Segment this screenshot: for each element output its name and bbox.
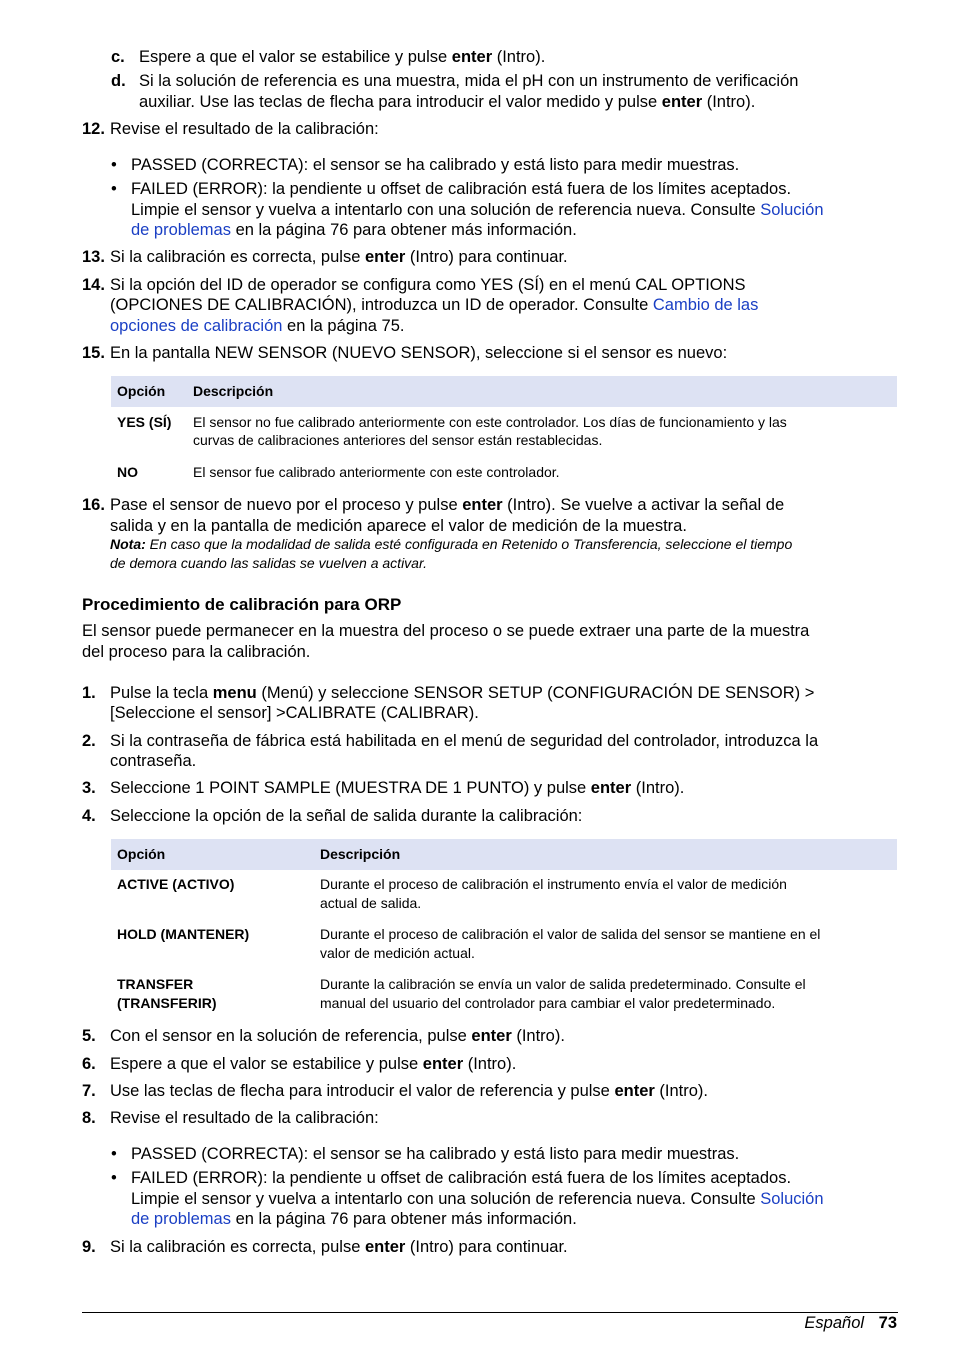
step-number: 5. bbox=[82, 1027, 96, 1045]
orp-step-1-line2: [Seleccione el sensor] >CALIBRATE (CALIBRAR). bbox=[110, 704, 479, 722]
link-troubleshooting-cont[interactable]: de problemas bbox=[131, 1210, 231, 1228]
step-number: 4. bbox=[82, 807, 96, 825]
intro-line2: del proceso para la calibración. bbox=[82, 643, 311, 661]
footer-divider bbox=[82, 1312, 898, 1313]
link-cal-options-cont[interactable]: opciones de calibración bbox=[110, 317, 283, 335]
bullet-failed-line3 bbox=[131, 220, 577, 241]
text: (Intro) para continuar. bbox=[405, 1238, 568, 1256]
enter-key: enter bbox=[590, 779, 632, 797]
text: en la página 76 para obtener más información. bbox=[230, 1210, 577, 1228]
step-letter: c. bbox=[111, 48, 125, 66]
text: (Intro). bbox=[654, 1082, 708, 1100]
text: Espere a que el valor se estabilice y pulse bbox=[110, 1055, 423, 1073]
text: en la página 75. bbox=[282, 317, 405, 335]
orp-step-9-text bbox=[110, 1237, 568, 1258]
column-header-description: Descripción bbox=[193, 383, 274, 399]
step-number: 12. bbox=[82, 120, 105, 138]
column-header-option: Opción bbox=[117, 383, 166, 399]
bullet: • bbox=[111, 1145, 117, 1163]
step-number: 1. bbox=[82, 684, 96, 702]
table-cell-description: curvas de calibraciones anteriores del sensor están restablecidas. bbox=[193, 432, 603, 448]
step-d-line2 bbox=[139, 92, 755, 113]
table-cell-description: Durante el proceso de calibración el valor de salida del sensor se mantiene en el bbox=[320, 926, 821, 942]
orp-step-2-line1: Si la contraseña de fábrica está habilitada en el menú de seguridad del controlador, introduzca la bbox=[110, 732, 819, 750]
table-cell-description: actual de salida. bbox=[320, 895, 422, 911]
step-number: 15. bbox=[82, 344, 105, 362]
table-cell-option: TRANSFER bbox=[117, 976, 194, 992]
note-label: Nota: bbox=[110, 536, 146, 552]
text: Pase el sensor de nuevo por el proceso y pulse bbox=[110, 496, 463, 514]
footer bbox=[804, 1313, 897, 1333]
table-cell-option: NO bbox=[117, 464, 138, 480]
orp-step-1-line1 bbox=[110, 683, 814, 704]
link-troubleshooting-cont[interactable]: de problemas bbox=[131, 221, 231, 239]
bullet-failed-line1: FAILED (ERROR): la pendiente u offset de calibración está fuera de los límites aceptados. bbox=[131, 180, 792, 198]
text: En caso que la modalidad de salida esté configurada en Retenido o Transferencia, seleccione el tiempo bbox=[145, 536, 793, 552]
text: en la página 76 para obtener más información. bbox=[230, 221, 577, 239]
text: Si la calibración es correcta, pulse bbox=[110, 248, 365, 266]
bullet-passed: PASSED (CORRECTA): el sensor se ha calibrado y está listo para medir muestras. bbox=[131, 156, 740, 174]
note-line2: de demora cuando las salidas se vuelven a activar. bbox=[110, 555, 427, 571]
section-heading: Procedimiento de calibración para ORP bbox=[82, 595, 402, 614]
menu-key: menu bbox=[212, 684, 257, 702]
enter-key: enter bbox=[364, 1238, 406, 1256]
table-cell-option: YES (SÍ) bbox=[117, 414, 172, 430]
step-14-line3 bbox=[110, 316, 404, 337]
step-number: 13. bbox=[82, 248, 105, 266]
orp-step-5-text bbox=[110, 1026, 565, 1047]
text: Espere a que el valor se estabilice y pulse bbox=[139, 48, 452, 66]
column-header-description: Descripción bbox=[320, 846, 401, 862]
bullet-failed-line2 bbox=[131, 200, 824, 221]
table-cell-option: ACTIVE (ACTIVO) bbox=[117, 876, 235, 892]
step-number: 3. bbox=[82, 779, 96, 797]
text: (Intro). Se vuelve a activar la señal de bbox=[502, 496, 785, 514]
text: (OPCIONES DE CALIBRACIÓN), introduzca un ID de operador. Consulte bbox=[110, 296, 653, 314]
text: (Intro). bbox=[511, 1027, 565, 1045]
orp-step-4-text: Seleccione la opción de la señal de salida durante la calibración: bbox=[110, 807, 583, 825]
enter-key: enter bbox=[462, 496, 503, 514]
table-cell-description: Durante el proceso de calibración el instrumento envía el valor de medición bbox=[320, 876, 787, 892]
table-cell-description: El sensor no fue calibrado anteriormente con este controlador. Los días de funcionamiento y las bbox=[193, 414, 787, 430]
bullet-failed-line3 bbox=[131, 1209, 577, 1230]
page-number: 73 bbox=[878, 1314, 897, 1332]
enter-key: enter bbox=[451, 48, 493, 66]
bullet-failed-line1: FAILED (ERROR): la pendiente u offset de calibración está fuera de los límites aceptados. bbox=[131, 1169, 792, 1187]
orp-step-2-line2: contraseña. bbox=[110, 752, 197, 770]
text: (Menú) y seleccione SENSOR SETUP (CONFIGURACIÓN DE SENSOR) > bbox=[256, 684, 815, 702]
step-number: 7. bbox=[82, 1082, 96, 1100]
enter-key: enter bbox=[471, 1027, 512, 1045]
step-14-line2 bbox=[110, 295, 758, 316]
orp-step-8-text: Revise el resultado de la calibración: bbox=[110, 1109, 379, 1127]
text: Pulse la tecla bbox=[110, 684, 213, 702]
text: (Intro). bbox=[463, 1055, 517, 1073]
step-16-line1 bbox=[110, 495, 784, 516]
table-cell-description: Durante la calibración se envía un valor de salida predeterminado. Consulte el bbox=[320, 976, 806, 992]
bullet-failed-line2 bbox=[131, 1189, 824, 1210]
step-d-line1: Si la solución de referencia es una muestra, mida el pH con un instrumento de verificación bbox=[139, 72, 799, 90]
orp-step-7-text bbox=[110, 1081, 708, 1102]
text: Use las teclas de flecha para introducir el valor de referencia y pulse bbox=[110, 1082, 615, 1100]
bullet: • bbox=[111, 1169, 117, 1187]
step-number: 2. bbox=[82, 732, 96, 750]
step-14-line1: Si la opción del ID de operador se configura como YES (SÍ) en el menú CAL OPTIONS bbox=[110, 276, 746, 294]
link-cal-options[interactable]: Cambio de las bbox=[652, 296, 759, 314]
text: (Intro). bbox=[631, 779, 685, 797]
text: Limpie el sensor y vuelva a intentarlo con una solución de referencia nueva. Consulte bbox=[131, 1190, 761, 1208]
step-number: 14. bbox=[82, 276, 105, 294]
step-13-text bbox=[110, 247, 568, 268]
table-cell-description: valor de medición actual. bbox=[320, 945, 475, 961]
text: (Intro). bbox=[702, 93, 756, 111]
step-c-text bbox=[139, 47, 545, 68]
step-number: 6. bbox=[82, 1055, 96, 1073]
enter-key: enter bbox=[614, 1082, 655, 1100]
orp-step-6-text bbox=[110, 1054, 516, 1075]
step-number: 8. bbox=[82, 1109, 96, 1127]
enter-key: enter bbox=[661, 93, 703, 111]
table-header bbox=[111, 839, 897, 870]
note-line1 bbox=[110, 535, 792, 554]
bullet-passed: PASSED (CORRECTA): el sensor se ha calibrado y está listo para medir muestras. bbox=[131, 1145, 740, 1163]
text: Con el sensor en la solución de referencia, pulse bbox=[110, 1027, 472, 1045]
step-number: 16. bbox=[82, 496, 105, 514]
table-cell-option: HOLD (MANTENER) bbox=[117, 926, 250, 942]
bullet: • bbox=[111, 180, 117, 198]
enter-key: enter bbox=[422, 1055, 464, 1073]
bullet: • bbox=[111, 156, 117, 174]
table-cell-option: (TRANSFERIR) bbox=[117, 995, 217, 1011]
step-12-text: Revise el resultado de la calibración: bbox=[110, 120, 379, 138]
text: Si la calibración es correcta, pulse bbox=[110, 1238, 365, 1256]
orp-step-3-text bbox=[110, 778, 684, 799]
text: (Intro). bbox=[492, 48, 546, 66]
text: (Intro) para continuar. bbox=[405, 248, 568, 266]
step-16-line2: salida y en la pantalla de medición aparece el valor de medición de la muestra. bbox=[110, 517, 687, 535]
table-cell-description: manual del usuario del controlador para cambiar el valor predeterminado. bbox=[320, 995, 776, 1011]
intro-line1: El sensor puede permanecer en la muestra del proceso o se puede extraer una parte de la muestra bbox=[82, 622, 810, 640]
enter-key: enter bbox=[364, 248, 406, 266]
step-number: 9. bbox=[82, 1238, 96, 1256]
footer-language: Español bbox=[804, 1314, 865, 1332]
text: auxiliar. Use las teclas de flecha para introducir el valor medido y pulse bbox=[139, 93, 662, 111]
text: Seleccione 1 POINT SAMPLE (MUESTRA DE 1 PUNTO) y pulse bbox=[110, 779, 591, 797]
text: Limpie el sensor y vuelva a intentarlo con una solución de referencia nueva. Consulte bbox=[131, 201, 761, 219]
table-cell-description: El sensor fue calibrado anteriormente con este controlador. bbox=[193, 464, 560, 480]
step-15-text: En la pantalla NEW SENSOR (NUEVO SENSOR), seleccione si el sensor es nuevo: bbox=[110, 344, 728, 362]
column-header-option: Opción bbox=[117, 846, 166, 862]
link-troubleshooting[interactable]: Solución bbox=[760, 201, 824, 219]
step-letter: d. bbox=[111, 72, 126, 90]
link-troubleshooting[interactable]: Solución bbox=[760, 1190, 824, 1208]
